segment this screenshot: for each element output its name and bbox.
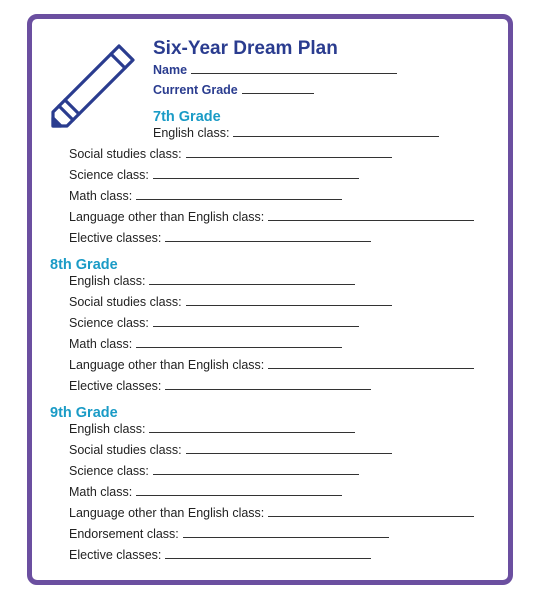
answer-line[interactable]: [186, 452, 392, 454]
field-row[interactable]: [69, 527, 389, 541]
field-row[interactable]: [69, 189, 342, 203]
answer-line[interactable]: [268, 515, 474, 517]
field-row[interactable]: [69, 506, 474, 520]
name-line[interactable]: [191, 72, 397, 74]
field-label: Math class:: [69, 337, 133, 351]
field-label: Language other than English class:: [69, 358, 265, 372]
answer-line[interactable]: [153, 473, 359, 475]
field-label: Language other than English class:: [69, 506, 265, 520]
field-row[interactable]: [153, 126, 439, 140]
field-label: Social studies class:: [69, 147, 182, 161]
answer-line[interactable]: [165, 388, 371, 390]
field-row[interactable]: [69, 210, 474, 224]
answer-line[interactable]: [165, 240, 371, 242]
field-row[interactable]: [69, 168, 359, 182]
answer-line[interactable]: [165, 557, 371, 559]
field-label: Science class:: [69, 464, 149, 478]
field-label: English class:: [69, 422, 146, 436]
current-grade-field[interactable]: [153, 83, 314, 97]
answer-line[interactable]: [136, 198, 342, 200]
answer-line[interactable]: [183, 536, 389, 538]
field-row[interactable]: [69, 548, 371, 562]
field-label: Science class:: [69, 168, 149, 182]
current-grade-line[interactable]: [242, 92, 314, 94]
field-row[interactable]: [69, 337, 342, 351]
field-row[interactable]: [69, 274, 355, 288]
field-label: Elective classes:: [69, 379, 162, 393]
field-label: Language other than English class:: [69, 210, 265, 224]
grade-heading-8th: 8th Grade: [50, 257, 118, 273]
field-label: Endorsement class:: [69, 527, 179, 541]
field-label: Math class:: [69, 485, 133, 499]
field-label: Social studies class:: [69, 295, 182, 309]
field-label: Elective classes:: [69, 548, 162, 562]
field-row[interactable]: [69, 147, 392, 161]
field-row[interactable]: [69, 464, 359, 478]
grade-heading-7th: 7th Grade: [153, 109, 221, 125]
answer-line[interactable]: [233, 135, 439, 137]
field-label: Social studies class:: [69, 443, 182, 457]
answer-line[interactable]: [153, 325, 359, 327]
answer-line[interactable]: [186, 156, 392, 158]
field-label: Math class:: [69, 189, 133, 203]
answer-line[interactable]: [149, 431, 355, 433]
field-row[interactable]: [69, 379, 371, 393]
grade-heading-9th: 9th Grade: [50, 405, 118, 421]
answer-line[interactable]: [149, 283, 355, 285]
field-row[interactable]: [69, 316, 359, 330]
field-row[interactable]: [69, 485, 342, 499]
answer-line[interactable]: [136, 346, 342, 348]
answer-line[interactable]: [268, 219, 474, 221]
field-label: English class:: [153, 126, 230, 140]
field-label: Science class:: [69, 316, 149, 330]
field-row[interactable]: [69, 295, 392, 309]
name-label: Name: [153, 63, 188, 77]
field-row[interactable]: [69, 358, 474, 372]
answer-line[interactable]: [186, 304, 392, 306]
answer-line[interactable]: [136, 494, 342, 496]
field-row[interactable]: [69, 231, 371, 245]
name-field[interactable]: [153, 63, 397, 77]
field-label: English class:: [69, 274, 146, 288]
field-row[interactable]: [69, 443, 392, 457]
answer-line[interactable]: [268, 367, 474, 369]
answer-line[interactable]: [153, 177, 359, 179]
current-grade-label: Current Grade: [153, 83, 238, 97]
field-label: Elective classes:: [69, 231, 162, 245]
page-title: Six-Year Dream Plan: [153, 38, 338, 59]
field-row[interactable]: [69, 422, 355, 436]
pencil-icon: [47, 40, 139, 132]
